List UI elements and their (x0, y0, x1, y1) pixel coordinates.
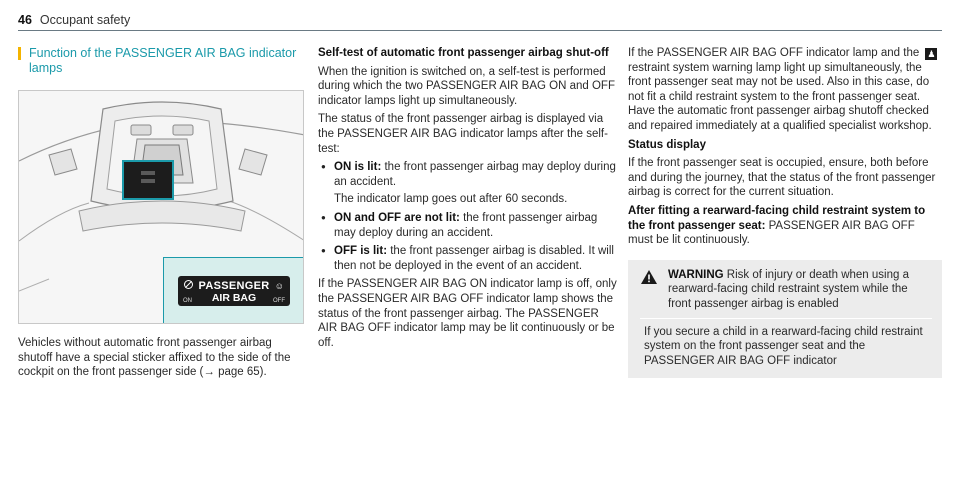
chapter-title: Occupant safety (39, 13, 131, 27)
list-item-note: The indicator lamp goes out after 60 seconds. (334, 193, 568, 206)
off-lamp-paragraph: If the PASSENGER AIR BAG ON indicator lamp is off, only the PASSENGER AIR BAG OFF indicator lamp shows the status of the front passenger airbag. The PASSENGER AIR BAG OFF indicator lamp may be lit continuously or be off. (318, 278, 617, 349)
header-divider (18, 30, 942, 31)
sticker-top-text: PASSENGER (198, 280, 270, 292)
rearward-label: After fitting a rearward-facing child restraint system to the front passenger seat: (628, 204, 926, 232)
warning-lamp-paragraph (628, 46, 942, 134)
list-item-label: OFF is lit: (334, 245, 388, 258)
self-test-intro: When the ignition is switched on, a self-test is performed during which the two PASSENGER AIR BAG ON and OFF indicator lamps light up simultaneously. (318, 65, 615, 107)
list-item-label: ON is lit: (334, 161, 382, 174)
list-item-text: the front passenger airbag may deploy during an accident. (334, 211, 598, 239)
list-item (318, 244, 618, 273)
restraint-warning-lamp-icon: ♟ (927, 49, 936, 59)
airbag-sticker (178, 276, 290, 306)
sticker-on-label: ON (183, 298, 192, 304)
rearward-text: PASSENGER AIR BAG OFF must be lit continuously. (628, 219, 915, 247)
warning-label: WARNING (668, 268, 724, 281)
column-right (628, 46, 942, 378)
warning-heading-text: Risk of injury or death when using a rearward-facing child restraint system while the front passenger airbag is enabled (668, 268, 909, 310)
sticker-bottom-text: AIR BAG (211, 292, 257, 304)
figure-caption: Vehicles without automatic front passenger airbag shutoff have a special sticker affixed to the side of the cockpit on the front passenger side (→ page 65). (18, 337, 291, 379)
status-intro: The status of the front passenger airbag is displayed via the PASSENGER AIR BAG indicator lamps after the self-test: (318, 113, 608, 155)
status-display-heading: Status display (628, 138, 706, 151)
status-list (318, 160, 618, 273)
warning-box (628, 260, 942, 379)
rearward-paragraph (628, 204, 942, 248)
sticker-off-label: OFF (273, 298, 285, 304)
list-item (318, 211, 618, 240)
self-test-heading: Self-test of automatic front passenger airbag shut-off (318, 47, 609, 59)
status-display-text: If the front passenger seat is occupied, ensure, both before and during the journey, that the status of the front passenger airbag is correct for the current situation. (628, 157, 936, 199)
warning-heading (668, 268, 932, 312)
list-item-text: the front passenger airbag may deploy during an accident. (334, 161, 616, 188)
warning-body: If you secure a child in a rearward-facing child restraint system on the front passenger seat and the PASSENGER AIR BAG OFF indicator (644, 325, 923, 367)
list-item-text: the front passenger airbag is disabled. It will then not be deployed in the event of an accident. (334, 245, 614, 272)
list-item (318, 160, 618, 207)
paragraph-text-start: If the PASSENGER AIR BAG OFF indicator lamp and the (628, 47, 920, 59)
column-left (18, 46, 304, 384)
sticker-highlight (163, 257, 304, 324)
page-header (18, 10, 130, 30)
section-title (18, 46, 304, 76)
page-number: 46 (18, 13, 32, 27)
cockpit-illustration (18, 90, 304, 324)
section-title-text: Function of the PASSENGER AIR BAG indicator lamps (29, 46, 297, 75)
list-item-label: ON and OFF are not lit: (334, 211, 460, 224)
column-middle (318, 46, 618, 354)
warning-header (640, 268, 932, 319)
warning-triangle-icon (640, 269, 658, 285)
airbag-person-icon: ☺ (274, 281, 284, 291)
paragraph-text-end: restraint system warning lamp light up simultaneously, the front passenger seat may not be used. Also in this case, do not fit a child restraint system to the front passenger seat. Have the automatic front passenger airbag shutoff checked and repaired immediately at a qualified specialist workshop. (628, 61, 932, 132)
section-marker-icon (18, 47, 21, 60)
